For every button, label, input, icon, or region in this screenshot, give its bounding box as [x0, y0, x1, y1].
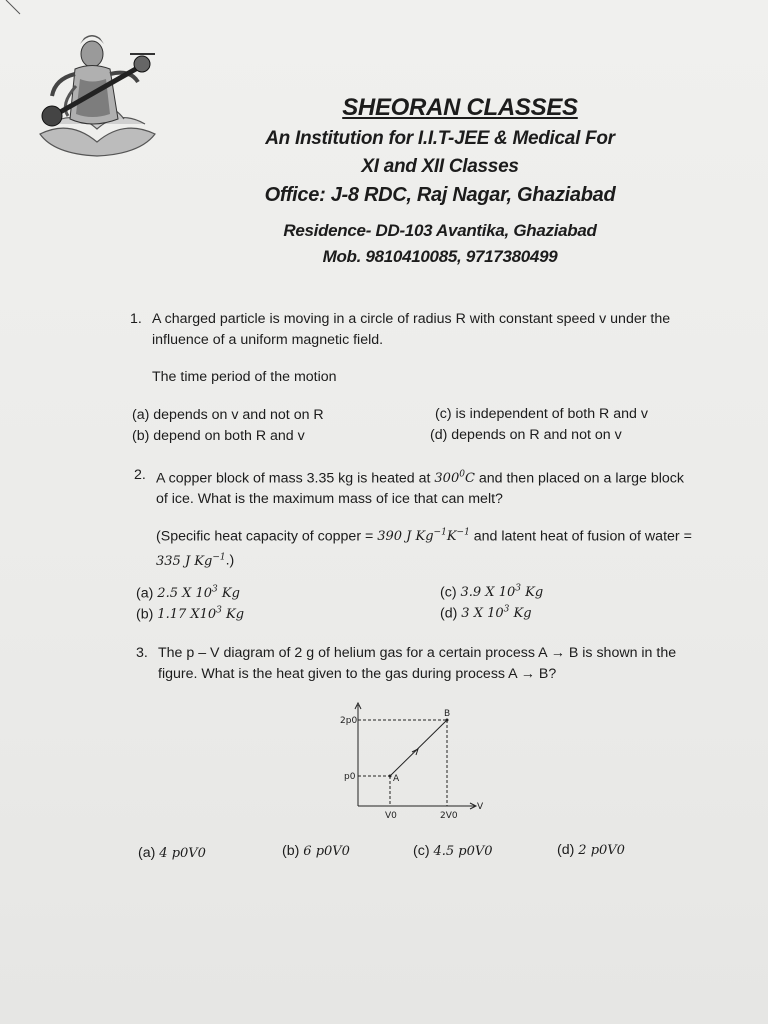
q3-option-d: (d) 2 p0V0 [557, 842, 625, 858]
institute-header [180, 94, 700, 267]
q2-option-a: (a) 2.5 X $10^3$ Kg [136, 585, 240, 602]
q1-option-a: (a) depends on v and not on R [132, 407, 324, 423]
question-1 [130, 309, 700, 351]
q3-option-b: (b) 6 p0V0 [282, 843, 350, 859]
label-v0: V0 [385, 811, 397, 821]
q1-option-d: (d) depends on R and not on v [430, 427, 622, 443]
label-a: A [393, 774, 400, 784]
label-p0: p0 [344, 772, 356, 782]
question-number: 1. [130, 311, 142, 327]
label-2p0: 2p0 [340, 716, 358, 726]
q2-option-b: (b) 1.17 $X10^3$ Kg [136, 606, 245, 623]
question-2 [134, 465, 694, 510]
corner-scratch-mark [2, 0, 32, 20]
question-text: The p – V diagram of 2 g of helium gas for a certain process A → B is shown in the figure. What is the heat given to the gas during process A → B? [158, 645, 677, 682]
question-3 [136, 643, 698, 685]
label-2v0: 2V0 [440, 811, 458, 821]
institute-name: SHEORAN CLASSES [342, 94, 578, 121]
q2-option-c: (c) 3.9 X $10^3$ Kg [440, 584, 544, 601]
q1-option-c: (c) is independent of both R and v [435, 406, 648, 422]
saraswati-logo [30, 24, 165, 164]
institute-tagline-2: XI and XII Classes [361, 156, 519, 177]
q3-option-a: (a) 4 p0V0 [138, 845, 206, 861]
mobile-numbers: Mob. 9810410085, 9717380499 [322, 247, 558, 266]
question-2-subtext: (Specific heat capacity of copper = 390 J $Kg^{-1}K^{-1}$ and latent heat of fusion of water = 335 J $Kg^{-1}$.) [156, 528, 692, 569]
q1-option-b: (b) depend on both R and v [132, 428, 305, 444]
question-number: 2. [134, 467, 146, 483]
q3-option-c: (c) 4.5 p0V0 [413, 843, 493, 859]
question-text: A copper block of mass 3.35 kg is heated at $300^0C$ and then placed on a large block of ice. What is the maximum mass of ice that can melt? [156, 470, 684, 508]
question-number: 3. [136, 645, 148, 661]
question-text: A charged particle is moving in a circle of radius R with constant speed v under the influence of a uniform magnetic field. [152, 311, 671, 348]
process-line-ab [390, 720, 447, 776]
question-1-subtext: The time period of the motion [152, 369, 337, 385]
residence-address: Residence- DD-103 Avantika, Ghaziabad [283, 221, 597, 240]
office-address: Office: J-8 RDC, Raj Nagar, Ghaziabad [264, 184, 616, 206]
pv-diagram [330, 700, 490, 830]
institute-tagline-1: An Institution for I.I.T-JEE & Medical For [265, 128, 615, 149]
label-b: B [444, 709, 451, 719]
q2-option-d: (d) 3 X $10^3$ Kg [440, 605, 532, 622]
label-v: V [477, 802, 484, 812]
point-a [389, 775, 392, 778]
